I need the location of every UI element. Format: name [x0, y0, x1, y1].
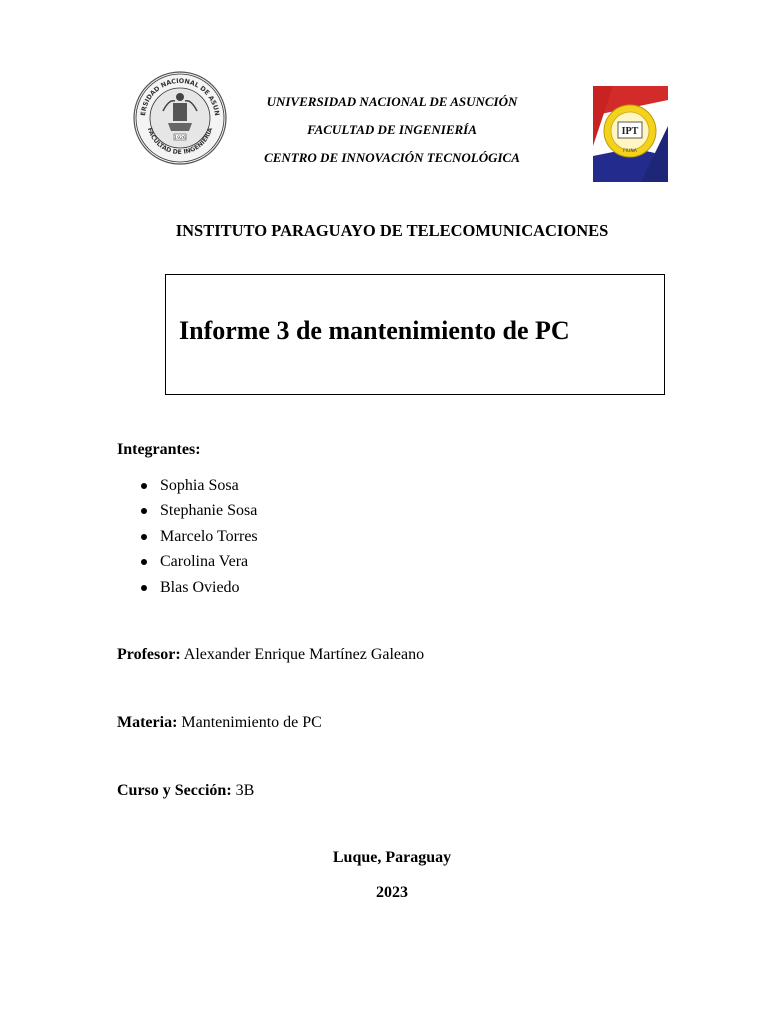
- bullet-icon: [141, 559, 147, 565]
- members-label: Integrantes:: [117, 441, 201, 458]
- list-item: Stephanie Sosa: [135, 501, 258, 526]
- subject-label: Materia:: [117, 714, 178, 731]
- bullet-icon: [141, 534, 147, 540]
- title-box: [165, 274, 665, 395]
- professor-name: Alexander Enrique Martínez Galeano: [183, 646, 425, 663]
- svg-text:UNIVERSIDAD NACIONAL DE ASUNCI: ERSIDAD NACIONAL DE ASUN: [139, 76, 221, 117]
- center-name: CENTRO DE INNOVACIÓN TECNOLÓGICA: [264, 150, 520, 165]
- list-item: Carolina Vera: [135, 552, 258, 577]
- professor-label: Profesor:: [117, 646, 181, 663]
- members-list: [135, 476, 258, 603]
- bullet-icon: [141, 508, 147, 514]
- ipt-logo: [593, 86, 668, 182]
- list-item: Blas Oviedo: [135, 578, 258, 603]
- institute-name: INSTITUTO PARAGUAYO DE TELECOMUNICACIONES: [175, 221, 609, 240]
- course-line: [117, 782, 254, 800]
- university-seal-logo: [133, 71, 227, 165]
- university-name: UNIVERSIDAD NACIONAL DE ASUNCIÓN: [266, 94, 518, 109]
- svg-text:FIUNA: FIUNA: [623, 149, 637, 154]
- svg-text:1926: 1926: [174, 136, 186, 141]
- professor-line: [117, 646, 424, 664]
- list-item: Marcelo Torres: [135, 527, 258, 552]
- course-value: 3B: [235, 782, 255, 799]
- bullet-icon: [141, 483, 147, 489]
- svg-text:FACULTAD DE INGENIERIA: FACULTAD DE INGENIERIA: [145, 126, 215, 157]
- year: 2023: [376, 884, 408, 901]
- course-label: Curso y Sección:: [117, 782, 232, 799]
- svg-text:IPT: IPT: [621, 126, 639, 137]
- location: Luque, Paraguay: [332, 849, 452, 866]
- list-item: Sophia Sosa: [135, 476, 258, 501]
- subject-value: Mantenimiento de PC: [181, 714, 322, 731]
- report-title: Informe 3 de mantenimiento de PC: [179, 316, 570, 345]
- faculty-name: FACULTAD DE INGENIERÍA: [307, 122, 477, 137]
- subject-line: [117, 714, 322, 732]
- bullet-icon: [141, 585, 147, 591]
